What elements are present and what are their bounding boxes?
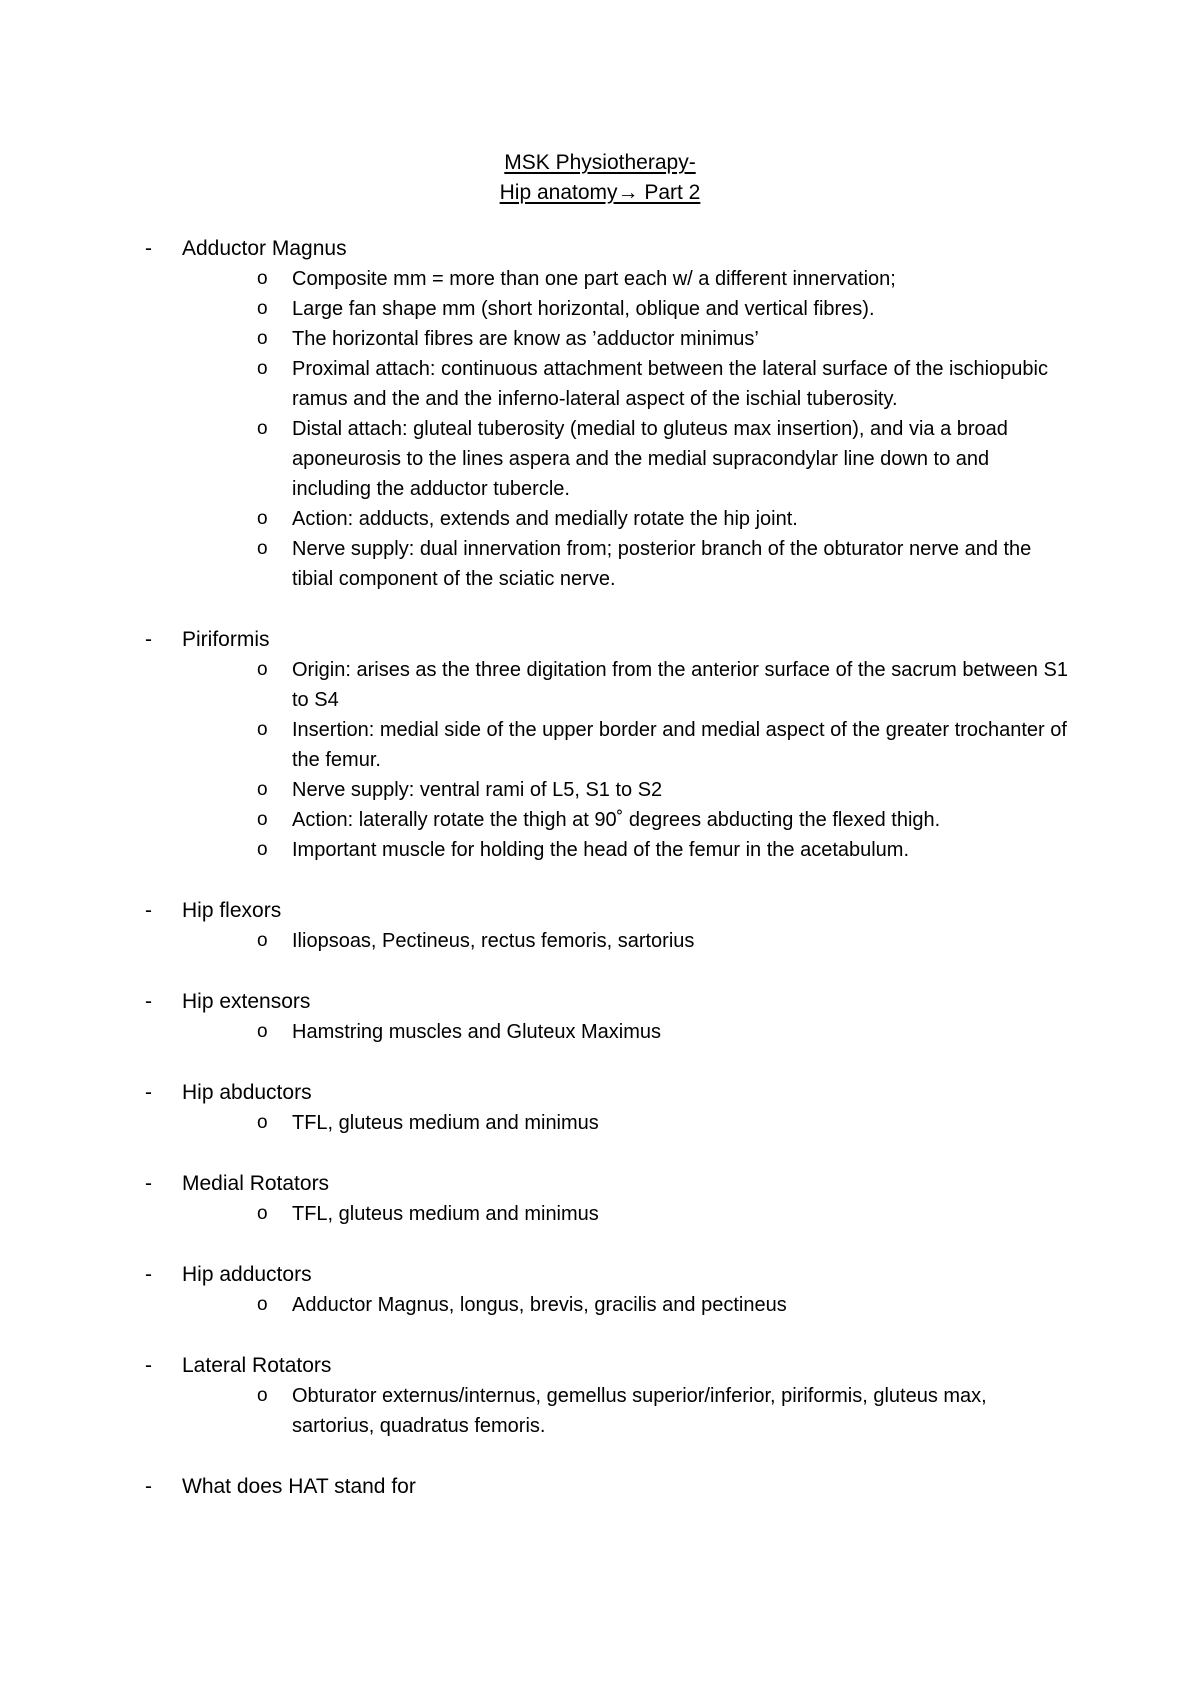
section-heading-row [145,625,1065,655]
bullet-marker: o [257,809,268,830]
list-item [145,1108,1065,1138]
list-item [145,354,1065,414]
bullet-text: Insertion: medial side of the upper border and medial aspect of the greater trochanter of the femur. [292,719,1067,771]
list-item [145,294,1065,324]
bullet-list [145,655,1068,865]
bullet-marker: o [257,418,268,439]
section-heading: Adductor Magnus [182,237,347,260]
section-heading-row [145,896,1065,926]
list-item [145,926,1065,956]
bullet-marker: o [257,538,268,559]
list-item [145,264,1065,294]
section [145,1169,1065,1229]
section [145,625,1068,865]
list-item [145,655,1068,715]
bullet-text: The horizontal fibres are know as ’adductor minimus’ [292,328,759,350]
bullet-text: Obturator externus/internus, gemellus superior/inferior, piriformis, gluteus max, sartorius, quadratus femoris. [292,1385,987,1437]
bullet-text: Large fan shape mm (short horizontal, oblique and vertical fibres). [292,298,875,320]
document-body [145,234,1068,1533]
dash-marker: - [145,1081,152,1104]
section-heading: Hip adductors [182,1263,312,1286]
bullet-list [145,926,1065,956]
bullet-marker: o [257,779,268,800]
bullet-text: TFL, gluteus medium and minimus [292,1203,599,1225]
section-heading-row [145,1078,1065,1108]
list-item [145,504,1065,534]
bullet-text: Action: laterally rotate the thigh at 90˚ degrees abducting the flexed thigh. [292,809,941,831]
bullet-text: TFL, gluteus medium and minimus [292,1112,599,1134]
bullet-marker: o [257,328,268,349]
section-heading-row [145,1169,1065,1199]
bullet-marker: o [257,268,268,289]
bullet-marker: o [257,1021,268,1042]
list-item [145,835,1065,865]
title-line-2: Hip anatomy→ Part 2 [499,181,701,204]
bullet-text: Nerve supply: dual innervation from; posterior branch of the obturator nerve and the tibial component of the sciatic nerve. [292,538,1032,590]
bullet-list [145,1199,1065,1229]
bullet-text: Distal attach: gluteal tuberosity (medial to gluteus max insertion), and via a broad aponeurosis to the lines aspera and the medial supracondylar line down to and including the adductor tubercle. [292,418,1008,500]
bullet-marker: o [257,1203,268,1224]
list-item [145,715,1065,775]
title-line-1: MSK Physiotherapy- [504,151,696,174]
bullet-marker: o [257,930,268,951]
section-heading: Piriformis [182,628,270,651]
bullet-text: Nerve supply: ventral rami of L5, S1 to S2 [292,779,663,801]
bullet-marker: o [257,839,268,860]
bullet-text: Proximal attach: continuous attachment between the lateral surface of the ischiopubic ramus and the and the inferno-lateral aspect of the ischial tuberosity. [292,358,1048,410]
section-heading: Medial Rotators [182,1172,330,1195]
dash-marker: - [145,1354,152,1377]
bullet-marker: o [257,719,268,740]
section [145,1472,1065,1502]
list-item [145,1381,1065,1441]
list-item [145,1290,1065,1320]
section-heading: Hip abductors [182,1081,312,1104]
list-item [145,324,1065,354]
bullet-marker: o [257,1385,268,1406]
bullet-list [145,264,1065,594]
bullet-text: Adductor Magnus, longus, brevis, gracilis and pectineus [292,1294,787,1316]
section-heading: What does HAT stand for [182,1475,416,1498]
list-item [145,805,1065,835]
dash-marker: - [145,1172,152,1195]
bullet-text: Action: adducts, extends and medially rotate the hip joint. [292,508,798,530]
bullet-text: Composite mm = more than one part each w/ a different innervation; [292,268,896,290]
section-heading: Hip extensors [182,990,311,1013]
bullet-marker: o [257,358,268,379]
bullet-marker: o [257,298,268,319]
dash-marker: - [145,990,152,1013]
section-heading-row [145,1472,1065,1502]
list-item [145,534,1065,594]
dash-marker: - [145,1475,152,1498]
dash-marker: - [145,628,152,651]
list-item [145,775,1065,805]
section-heading: Hip flexors [182,899,282,922]
bullet-text: Origin: arises as the three digitation from the anterior surface of the sacrum between S1 to S4 [292,659,1068,711]
dash-marker: - [145,1263,152,1286]
section [145,1351,1065,1441]
bullet-text: Iliopsoas, Pectineus, rectus femoris, sartorius [292,930,695,952]
bullet-text: Important muscle for holding the head of the femur in the acetabulum. [292,839,910,861]
section-heading-row [145,987,1065,1017]
dash-marker: - [145,237,152,260]
document-title [0,148,1200,208]
bullet-list [145,1381,1065,1441]
list-item [145,1017,1065,1047]
section [145,896,1065,956]
list-item [145,1199,1065,1229]
bullet-list [145,1017,1065,1047]
section-heading: Lateral Rotators [182,1354,332,1377]
dash-marker: - [145,899,152,922]
bullet-list [145,1290,1065,1320]
section-heading-row [145,1260,1065,1290]
section-heading-row [145,234,1065,264]
bullet-marker: o [257,659,268,680]
list-item [145,414,1065,504]
section [145,987,1065,1047]
bullet-text: Hamstring muscles and Gluteux Maximus [292,1021,662,1043]
section [145,1078,1065,1138]
bullet-marker: o [257,1294,268,1315]
bullet-list [145,1108,1065,1138]
section-heading-row [145,1351,1065,1381]
section [145,1260,1065,1320]
section [145,234,1065,594]
bullet-marker: o [257,508,268,529]
bullet-marker: o [257,1112,268,1133]
